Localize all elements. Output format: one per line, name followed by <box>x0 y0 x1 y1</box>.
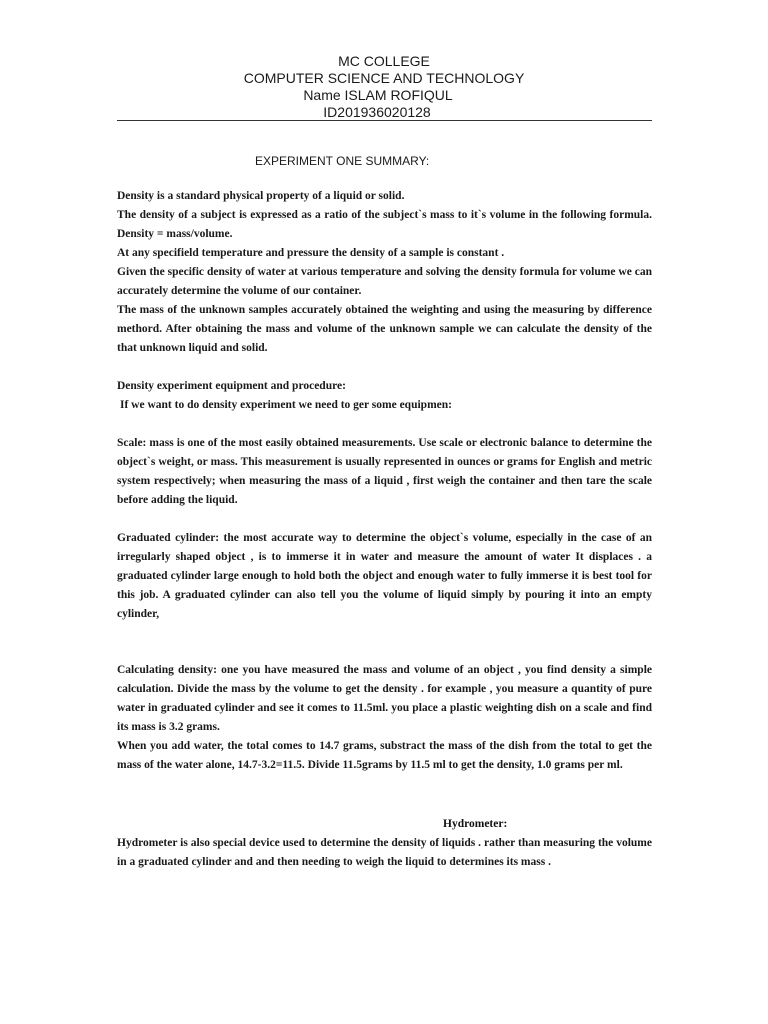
calculating-section <box>117 661 652 775</box>
cylinder-paragraph: Graduated cylinder: the most accurate way to determine the object`s volume, especially in the case of an irregularly shaped object , is to immerse it in water and measure the amount of water It displaces . a graduated cylinder large enough to hold both the object and enough water to fully immerse it is best tool for this job. A graduated cylinder can also tell you the volume of liquid simply by pouring it into an empty cylinder, <box>117 532 652 620</box>
cylinder-section <box>117 529 652 624</box>
student-name: Name ISLAM ROFIQUL <box>303 87 453 103</box>
college-name: MC COLLEGE <box>338 53 430 69</box>
summary-paragraph: The mass of the unknown samples accurately obtained the weighting and using the measuring by difference methord. After obtaining the mass and volume of the unknown sample we can calculate the density of the that unknown liquid and solid. <box>117 304 652 354</box>
scale-paragraph: Scale: mass is one of the most easily obtained measurements. Use scale or electronic balance to determine the object`s weight, or mass. This measurement is usually represented in ounces or grams for English and metric system respectively; when measuring the mass of a liquid , first weigh the container and then tare the scale before adding the liquid. <box>117 437 652 506</box>
student-id: ID201936020128 <box>323 104 431 120</box>
summary-paragraph: Given the specific density of water at various temperature and solving the density formula for volume we can accurately determine the volume of our container. <box>117 266 652 297</box>
summary-paragraph: The density of a subject is expressed as a ratio of the subject`s mass to it`s volume in the following formula. Density = mass/volume. <box>117 209 652 240</box>
calculating-paragraph: When you add water, the total comes to 14.7 grams, substract the mass of the dish from the total to get the mass of the water alone, 14.7-3.2=11.5. Divide 11.5grams by 11.5 ml to get the density, 1.0 grams per ml. <box>117 740 652 771</box>
summary-section <box>117 187 652 358</box>
summary-paragraph: Density is a standard physical property of a liquid or solid. <box>117 190 405 202</box>
summary-paragraph: At any specifield temperature and pressure the density of a sample is constant . <box>117 247 505 259</box>
equipment-intro: If we want to do density experiment we need to ger some equipmen: <box>120 399 452 411</box>
hydrometer-paragraph: Hydrometer is also special device used to determine the density of liquids . rather than measuring the volume in a graduated cylinder and and then needing to weigh the liquid to determines its mass . <box>117 837 652 868</box>
equipment-heading: Density experiment equipment and procedure: <box>117 380 346 392</box>
department-name: COMPUTER SCIENCE AND TECHNOLOGY <box>243 70 525 86</box>
scale-section <box>117 434 652 510</box>
hydrometer-heading: Hydrometer: <box>443 818 508 830</box>
calculating-paragraph: Calculating density: one you have measured the mass and volume of an object , you find density a simple calculation. Divide the mass by the volume to get the density . for example , you measure a quantity of pure water in graduated cylinder and see it comes to 11.5ml. you place a plastic weighting dish on a scale and find its mass is 3.2 grams. <box>117 664 652 733</box>
header-divider <box>117 120 652 121</box>
equipment-section <box>117 377 652 415</box>
hydrometer-section <box>117 834 652 872</box>
summary-title: EXPERIMENT ONE SUMMARY: <box>255 154 430 168</box>
